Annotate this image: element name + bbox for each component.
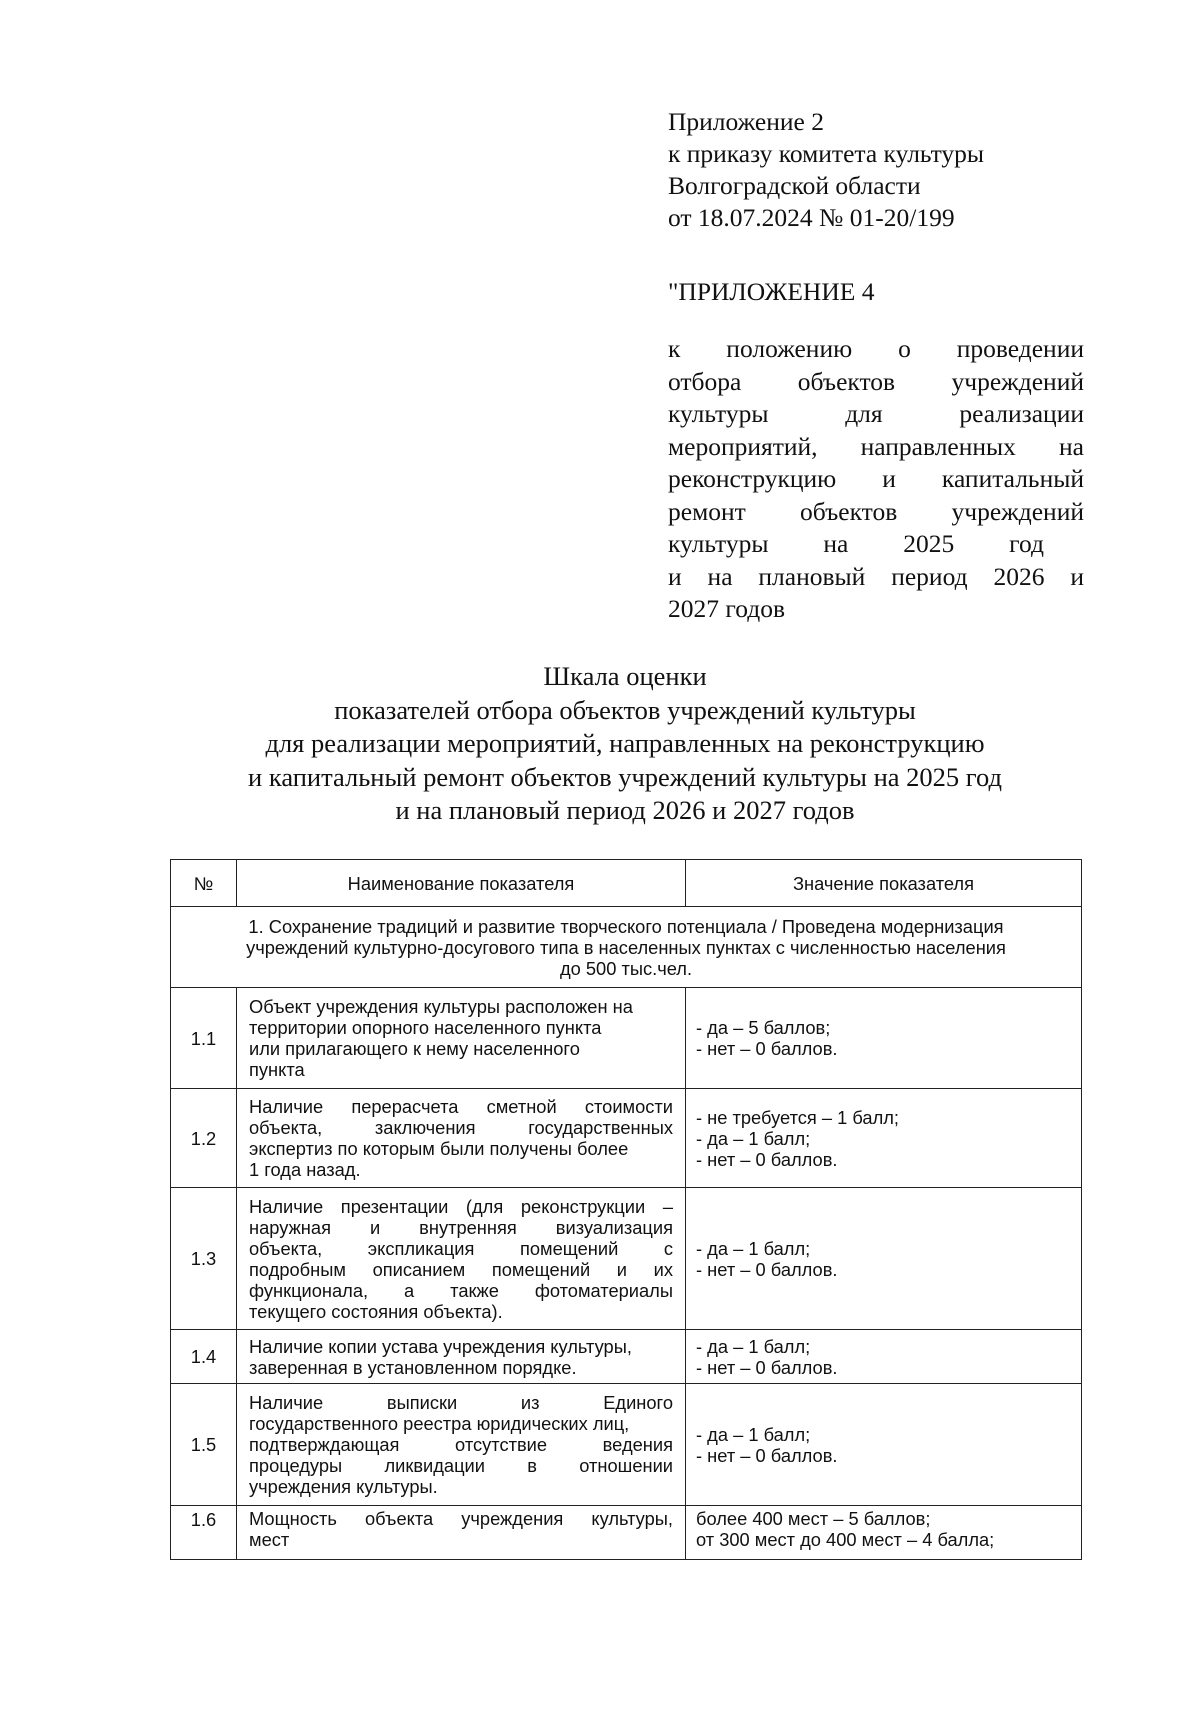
row-name-line: учреждения культуры. [249,1476,438,1497]
row-name-line: подробным описанием помещений и их [249,1258,673,1280]
row-name-line: функционала, а также фотоматериалы [249,1279,673,1301]
row-name-line: или прилагающего к нему населенного [249,1038,580,1059]
table-header-row [171,860,1082,907]
row-name-line: Наличие выписки из Единого [249,1392,673,1413]
row-value-line: - нет – 0 баллов. [696,1148,838,1170]
row-value [686,1089,1082,1188]
regulation-line: и на плановый период 2026 и [668,561,1084,591]
row-name-line: текущего состояния объекта). [249,1300,503,1322]
row-value-line: более 400 мест – 5 баллов; [696,1508,931,1529]
table-row [171,1506,1082,1560]
title-line: и на плановый период 2026 и 2027 годов [395,795,855,825]
table-row [171,1330,1082,1384]
row-value-line: - да – 1 балл; [696,1335,811,1357]
row-name-line: государственного реестра юридических лиц, [249,1413,630,1434]
row-name [237,1089,686,1188]
section-line: до 500 тыс.чел. [559,957,693,979]
row-name [237,1330,686,1384]
row-name [237,1506,686,1560]
appendix-line: Волгоградской области [668,171,921,200]
row-number: 1.1 [171,988,237,1089]
header-num: № [171,860,237,907]
appendix-line: от 18.07.2024 № 01-20/199 [668,203,955,232]
section-line: учреждений культурно-досугового типа в населенных пунктах с численностью населения [246,936,1006,958]
regulation-line: культуры на 2025 год [668,529,1044,558]
row-value [686,1330,1082,1384]
appendix-header [668,106,1088,234]
row-name-line: процедуры ликвидации в отношении [249,1455,673,1476]
row-name-line: объекта, заключения государственных [249,1117,673,1138]
row-number: 1.2 [171,1089,237,1188]
row-value-line: - не требуется – 1 балл; [696,1106,899,1128]
row-value-line: от 300 мест до 400 мест – 4 балла; [696,1529,995,1550]
header-name: Наименование показателя [237,860,686,907]
row-name [237,988,686,1089]
row-value-line: - да – 5 баллов; [696,1017,831,1038]
row-value [686,1506,1082,1560]
row-name-line: пункта [249,1059,305,1080]
row-value-line: - нет – 0 баллов. [696,1444,838,1466]
regulation-line: мероприятий, направленных на [668,431,1084,461]
regulation-line: ремонт объектов учреждений [668,496,1084,526]
appendix-line: Приложение 2 [668,107,824,136]
title-line: для реализации мероприятий, направленных на реконструкцию [265,728,985,758]
regulation-caption: "ПРИЛОЖЕНИЕ 4 [668,277,875,306]
row-number: 1.3 [171,1188,237,1330]
row-name-line: Мощность объекта учреждения культуры, [249,1508,673,1529]
regulation-line: реконструкцию и капитальный [668,464,1084,493]
row-name-line: 1 года назад. [249,1159,361,1180]
regulation-line: отбора объектов учреждений [668,366,1084,396]
row-value-line: - нет – 0 баллов. [696,1038,838,1059]
document-title [150,660,1100,828]
row-name-line: территории опорного населенного пункта [249,1017,602,1038]
section-line: 1. Сохранение традиций и развитие творческого потенциала / Проведена модернизация [248,915,1004,937]
row-name-line: Наличие копии устава учреждения культуры, [249,1335,632,1357]
regulation-text [668,333,1084,626]
table-row [171,988,1082,1089]
header-value: Значение показателя [686,860,1082,907]
row-name-line: Объект учреждения культуры расположен на [249,996,633,1017]
row-value [686,1384,1082,1506]
regulation-line: 2027 годов [668,594,785,623]
row-value-line: - нет – 0 баллов. [696,1258,838,1280]
regulation-reference [668,276,1084,626]
row-value-line: - да – 1 балл; [696,1237,811,1259]
section-title [171,907,1082,988]
row-name-line: подтверждающая отсутствие ведения [249,1434,673,1455]
table-row [171,1384,1082,1506]
row-number: 1.5 [171,1384,237,1506]
regulation-line: к положению о проведении [668,334,1084,363]
table-row [171,1089,1082,1188]
title-line: Шкала оценки [543,661,707,691]
row-value-line: - нет – 0 баллов. [696,1356,838,1378]
appendix-line: к приказу комитета культуры [668,139,985,168]
row-name [237,1188,686,1330]
row-name-line: объекта, экспликация помещений с [249,1237,673,1259]
row-value [686,1188,1082,1330]
title-line: и капитальный ремонт объектов учреждений культуры на 2025 год [248,761,1002,792]
row-name-line: экспертиз по которым были получены более [249,1138,629,1159]
row-name-line: Наличие перерасчета сметной стоимости [249,1096,673,1117]
section-row [171,907,1082,988]
table-row [171,1188,1082,1330]
row-name [237,1384,686,1506]
row-name-line: Наличие презентации (для реконструкции – [249,1195,673,1217]
row-value [686,988,1082,1089]
row-value-line: - да – 1 балл; [696,1127,811,1149]
title-line: показателей отбора объектов учреждений культуры [334,694,916,725]
row-name-line: наружная и внутренняя визуализация [249,1216,673,1238]
row-number: 1.6 [171,1506,237,1560]
criteria-table [170,859,1082,1560]
row-name-line: мест [249,1529,290,1550]
row-value-line: - да – 1 балл; [696,1423,811,1445]
row-name-line: заверенная в установленном порядке. [249,1356,577,1378]
regulation-line: культуры для реализации [668,399,1084,428]
row-number: 1.4 [171,1330,237,1384]
